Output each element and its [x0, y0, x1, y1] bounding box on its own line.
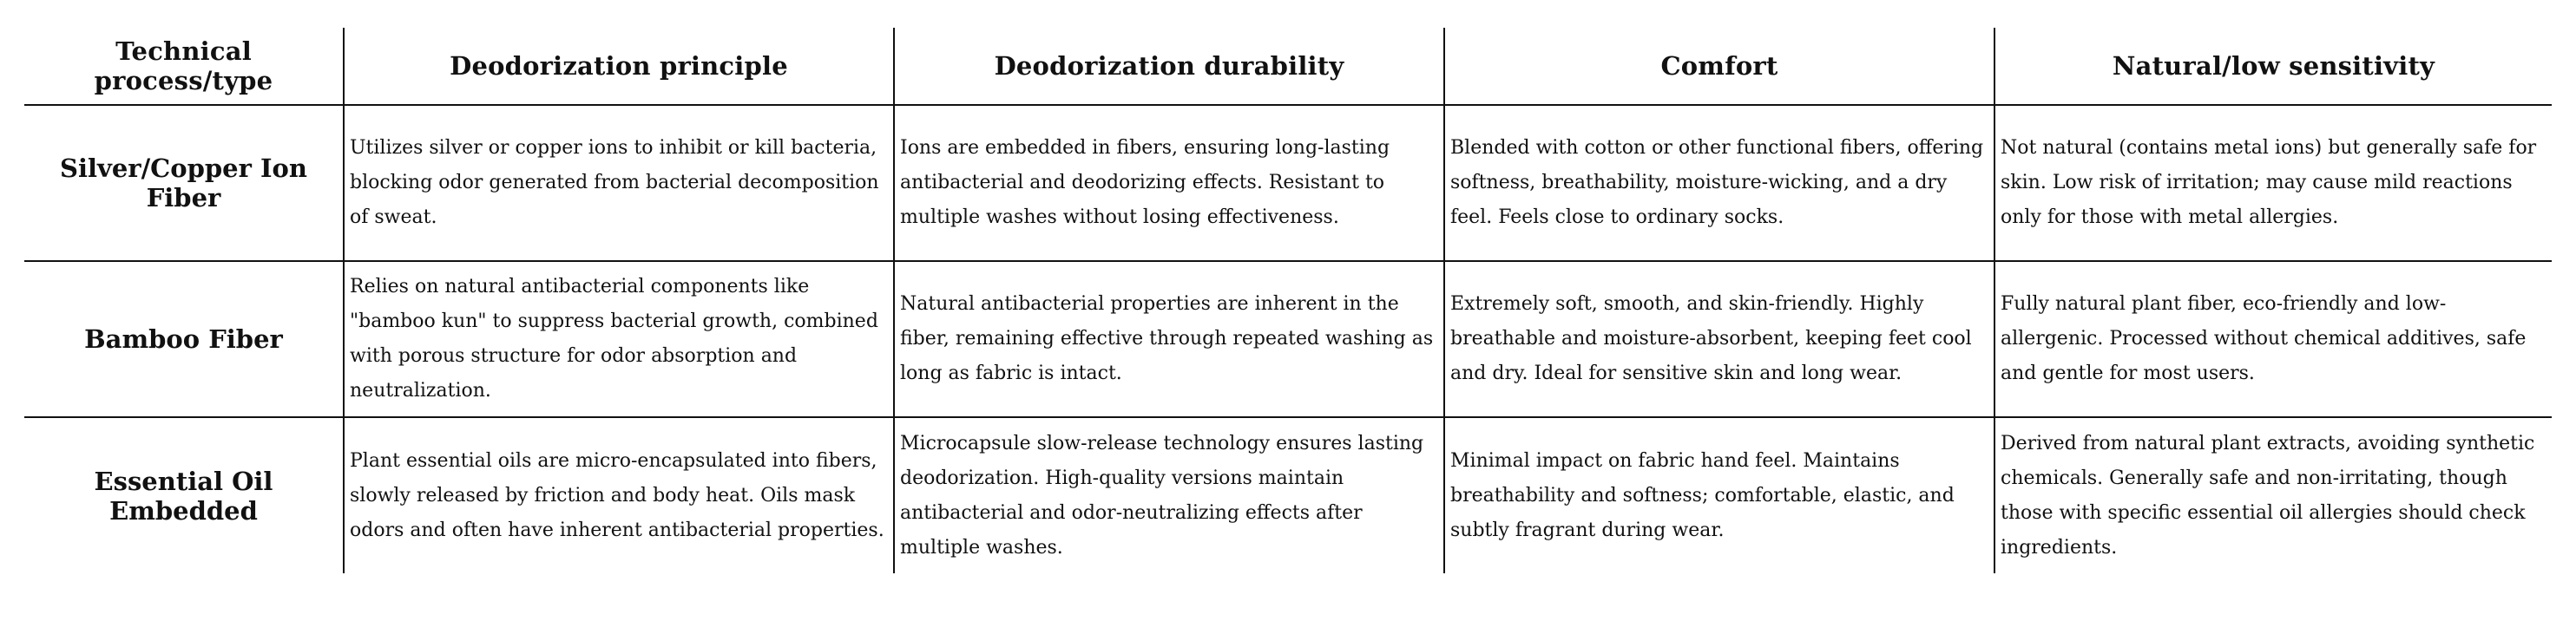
comparison-table-container: [24, 28, 2552, 573]
header-technical-process: Technical process/type: [24, 28, 344, 105]
cell-principle: Utilizes silver or copper ions to inhibit or kill bacteria, blocking odor generated from bacterial decomposition of sweat.: [344, 105, 894, 261]
row-type: Bamboo Fiber: [24, 261, 344, 417]
header-deodorization-principle: Deodorization principle: [344, 28, 894, 105]
cell-natural: Derived from natural plant extracts, avoiding synthetic chemicals. Generally safe and non-irritating, though those with specific essential oil allergies should check ingredients.: [1994, 417, 2552, 573]
header-comfort: Comfort: [1444, 28, 1994, 105]
header-deodorization-durability: Deodorization durability: [894, 28, 1444, 105]
comparison-table: [24, 28, 2552, 573]
table-row: [24, 105, 2552, 261]
header-natural-low-sensitivity: Natural/low sensitivity: [1994, 28, 2552, 105]
cell-comfort: Minimal impact on fabric hand feel. Maintains breathability and softness; comfortable, elastic, and subtly fragrant during wear.: [1444, 417, 1994, 573]
cell-comfort: Blended with cotton or other functional fibers, offering softness, breathability, moisture-wicking, and a dry feel. Feels close to ordinary socks.: [1444, 105, 1994, 261]
header-row: [24, 28, 2552, 105]
cell-durability: Microcapsule slow-release technology ensures lasting deodorization. High-quality versions maintain antibacterial and odor-neutralizing effects after multiple washes.: [894, 417, 1444, 573]
cell-principle: Plant essential oils are micro-encapsulated into fibers, slowly released by friction and body heat. Oils mask odors and often have inherent antibacterial properties.: [344, 417, 894, 573]
cell-natural: Fully natural plant fiber, eco-friendly and low-allergenic. Processed without chemical additives, safe and gentle for most users.: [1994, 261, 2552, 417]
cell-durability: Natural antibacterial properties are inherent in the fiber, remaining effective through repeated washing as long as fabric is intact.: [894, 261, 1444, 417]
cell-natural: Not natural (contains metal ions) but generally safe for skin. Low risk of irritation; may cause mild reactions only for those with metal allergies.: [1994, 105, 2552, 261]
row-type: Silver/Copper Ion Fiber: [60, 154, 307, 212]
row-type: Essential Oil Embedded: [24, 417, 344, 573]
table-row: [24, 261, 2552, 417]
table-row: [24, 417, 2552, 573]
cell-comfort: Extremely soft, smooth, and skin-friendly. Highly breathable and moisture-absorbent, keeping feet cool and dry. Ideal for sensitive skin and long wear.: [1444, 261, 1994, 417]
cell-durability: Ions are embedded in fibers, ensuring long-lasting antibacterial and deodorizing effects. Resistant to multiple washes without losing effectiveness.: [894, 105, 1444, 261]
cell-principle: Relies on natural antibacterial components like "bamboo kun" to suppress bacterial growth, combined with porous structure for odor absorption and neutralization.: [344, 261, 894, 417]
